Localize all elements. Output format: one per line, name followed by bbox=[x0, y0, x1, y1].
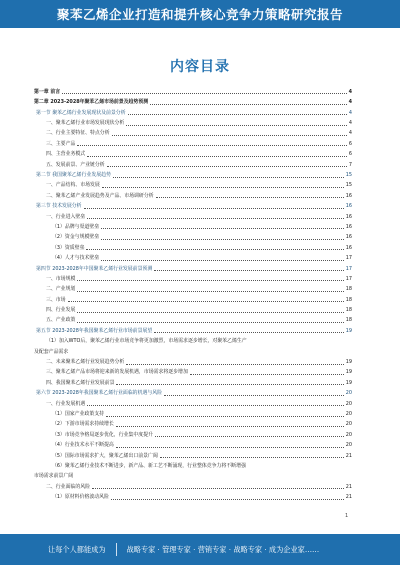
toc-entry-page: 17 bbox=[345, 275, 352, 282]
toc-entry-text: 三、主要产品 bbox=[46, 140, 76, 147]
toc-entry[interactable] bbox=[34, 189, 352, 199]
toc-entry[interactable] bbox=[34, 199, 352, 209]
toc-entry-text: 二、未来聚苯乙烯行业发展趋势分析 bbox=[46, 359, 125, 366]
toc-entry-page: 20 bbox=[345, 431, 352, 438]
toc-leader-dots bbox=[112, 134, 347, 136]
toc-leader-dots bbox=[84, 207, 344, 209]
toc-entry-page: 7 bbox=[348, 161, 352, 168]
toc-entry[interactable] bbox=[34, 158, 352, 168]
toc-entry[interactable] bbox=[34, 85, 352, 95]
toc-entry[interactable] bbox=[34, 324, 352, 334]
toc-leader-dots bbox=[92, 487, 344, 489]
toc-entry-text: 四、我国聚苯乙烯行业发展前景 bbox=[46, 379, 115, 386]
footer-roles: 战略专家 · 管理专家 · 营销专家 · 战略专家 · 成为企业家…… bbox=[126, 544, 320, 554]
toc-leader-dots bbox=[156, 196, 344, 198]
toc-entry-page: 6 bbox=[348, 151, 352, 158]
toc-leader-dots bbox=[101, 238, 344, 240]
toc-entry-page: 19 bbox=[345, 379, 352, 386]
toc-leader-dots bbox=[87, 404, 344, 406]
toc-entry-page: 21 bbox=[345, 494, 352, 501]
toc-leader-dots bbox=[77, 144, 347, 146]
toc-entry[interactable] bbox=[34, 220, 352, 230]
toc-entry[interactable] bbox=[34, 449, 352, 459]
toc-entry-text: 一、市场规模 bbox=[46, 275, 76, 282]
toc-entry[interactable] bbox=[34, 127, 352, 137]
toc-entry[interactable] bbox=[34, 418, 352, 428]
toc-leader-dots bbox=[77, 290, 343, 292]
toc-leader-dots bbox=[150, 103, 346, 105]
toc-entry-page: 17 bbox=[345, 255, 352, 262]
toc-entry[interactable] bbox=[34, 386, 352, 396]
report-footer bbox=[0, 534, 400, 565]
toc-entry[interactable] bbox=[34, 438, 352, 448]
toc-entry-text: 第五节 2023-2028年我国聚苯乙烯行业市场前景展望 bbox=[36, 327, 153, 334]
toc-entry-page: 18 bbox=[345, 307, 352, 314]
toc-entry-text: （3）市场竞争格局逐步优化，行业集中度提升 bbox=[52, 431, 153, 438]
toc-leader-dots bbox=[116, 446, 344, 448]
toc-entry-page: 16 bbox=[345, 234, 352, 241]
toc-entry[interactable] bbox=[34, 251, 352, 261]
toc-entry-text: 第三节 技术发展分析 bbox=[36, 203, 82, 210]
toc-entry-text: 一、聚苯乙烯行业市场发展现状分析 bbox=[46, 120, 125, 127]
toc-entry-text: （5）国际市场需求扩大，聚苯乙烯出口前景广阔 bbox=[52, 452, 158, 459]
toc-entry[interactable] bbox=[34, 366, 352, 376]
toc-entry[interactable] bbox=[34, 106, 352, 116]
table-of-contents bbox=[34, 85, 352, 501]
toc-entry-text: 第二章 2023-2028年聚苯乙烯市场前景及趋势预测 bbox=[34, 99, 149, 106]
toc-entry-text: 四、主营业务模式 bbox=[46, 151, 86, 158]
toc-entry-page: 16 bbox=[345, 223, 352, 230]
toc-entry-page: 4 bbox=[348, 120, 352, 127]
toc-entry-text: 五、发展前景、产业链分析 bbox=[46, 161, 105, 168]
toc-leader-dots bbox=[154, 269, 344, 271]
toc-leader-dots bbox=[101, 259, 344, 261]
toc-entry[interactable] bbox=[34, 179, 352, 189]
toc-leader-dots bbox=[102, 186, 344, 188]
toc-leader-dots bbox=[77, 311, 343, 313]
toc-leader-dots bbox=[62, 92, 346, 94]
toc-leader-dots bbox=[86, 248, 343, 250]
toc-entry-text: （4）人才与技术壁垒 bbox=[52, 255, 100, 262]
toc-entry-text: 三、市场 bbox=[46, 296, 66, 303]
toc-entry[interactable] bbox=[34, 397, 352, 407]
toc-entry-text: 二、行业主要特征、特点分析 bbox=[46, 130, 110, 137]
toc-entry-page: 18 bbox=[345, 286, 352, 293]
toc-entry-text: 第一节 聚苯乙烯行业发展现状及前景分析 bbox=[36, 109, 126, 116]
toc-leader-dots bbox=[101, 227, 344, 229]
toc-entry-text: 及配套产品需求 bbox=[34, 348, 69, 355]
toc-entry-text: 第二节 我国聚苯乙烯行业发展趋势 bbox=[36, 172, 111, 179]
toc-entry[interactable] bbox=[34, 480, 352, 490]
toc-leader-dots bbox=[128, 113, 347, 115]
toc-entry-text: （1）加入WTO后，聚苯乙烯行业市场竞争将更加激烈，市场需求逐步增长，对聚苯乙烯生产 bbox=[46, 338, 247, 345]
toc-entry-page: 18 bbox=[345, 317, 352, 324]
toc-entry-page: 16 bbox=[345, 192, 352, 199]
toc-entry-text: 第四节 2023-2028年中国聚苯乙烯行业发展前景预测 bbox=[36, 265, 153, 272]
toc-entry[interactable] bbox=[34, 355, 352, 365]
toc-entry[interactable] bbox=[34, 459, 352, 469]
toc-entry-page: 20 bbox=[345, 421, 352, 428]
page-number: 1 bbox=[345, 513, 349, 519]
toc-entry[interactable] bbox=[34, 334, 352, 344]
toc-leader-dots bbox=[164, 394, 344, 396]
toc-leader-dots bbox=[77, 279, 343, 281]
toc-entry-page: 6 bbox=[348, 140, 352, 147]
toc-entry-text: 第一章 前言 bbox=[34, 88, 61, 95]
toc-entry-page: 19 bbox=[345, 359, 352, 366]
toc-entry[interactable] bbox=[34, 210, 352, 220]
toc-entry[interactable] bbox=[34, 428, 352, 438]
toc-entry[interactable] bbox=[34, 490, 352, 500]
toc-leader-dots bbox=[126, 363, 344, 365]
toc-leader-dots bbox=[190, 373, 344, 375]
toc-entry-text: 第六节 2023-2028年我国聚苯乙烯行业面临的机遇与风险 bbox=[36, 390, 163, 397]
toc-entry[interactable] bbox=[34, 95, 352, 105]
toc-entry[interactable] bbox=[34, 314, 352, 324]
report-header bbox=[0, 0, 400, 28]
toc-leader-dots bbox=[77, 321, 343, 323]
report-title: 聚苯乙烯企业打造和提升核心竞争力策略研究报告 bbox=[56, 7, 343, 22]
toc-leader-dots bbox=[87, 155, 347, 157]
toc-entry-page: 19 bbox=[345, 369, 352, 376]
toc-entry-page: 16 bbox=[345, 244, 352, 251]
toc-entry-text: （1）国家产业政策支持 bbox=[52, 411, 105, 417]
toc-leader-dots bbox=[160, 456, 344, 458]
toc-entry-text: （6）聚苯乙烯行业技术不断进步，新产品、新工艺不断涌现，行业整体竞争力将不断增强 bbox=[52, 462, 246, 469]
toc-leader-dots bbox=[116, 383, 343, 385]
toc-entry[interactable] bbox=[34, 262, 352, 272]
toc-entry-page: 16 bbox=[345, 213, 352, 220]
toc-entry-text: 二、产业规划 bbox=[46, 286, 76, 293]
toc-leader-dots bbox=[113, 176, 344, 178]
toc-entry-text: （1）品牌与渠道壁垒 bbox=[52, 223, 100, 230]
toc-entry[interactable] bbox=[34, 376, 352, 386]
toc-entry-text: 三、聚苯乙烯产品市场将迎来新的发展机遇，市场需求将逐步增加 bbox=[46, 369, 188, 376]
toc-entry-page: 21 bbox=[345, 483, 352, 490]
toc-entry-page: 18 bbox=[345, 296, 352, 303]
toc-entry-page: 20 bbox=[345, 442, 352, 449]
toc-entry-text: （4）行业技术水平不断提高 bbox=[52, 442, 114, 449]
toc-entry-page: 19 bbox=[345, 327, 352, 334]
toc-leader-dots bbox=[116, 425, 344, 427]
toc-entry[interactable] bbox=[34, 303, 352, 313]
toc-entry[interactable] bbox=[34, 168, 352, 178]
toc-entry[interactable] bbox=[34, 147, 352, 157]
footer-slogan: 让每个人都能成为 bbox=[48, 544, 106, 554]
toc-entry-page: 4 bbox=[348, 130, 352, 137]
toc-entry-text: 一、行业进入壁垒 bbox=[46, 213, 86, 220]
toc-entry-page: 16 bbox=[345, 203, 352, 210]
toc-leader-dots bbox=[155, 435, 344, 437]
toc-entry-page: 4 bbox=[348, 99, 352, 106]
toc-leader-dots bbox=[87, 217, 344, 219]
toc-leader-dots bbox=[106, 415, 344, 417]
toc-entry-page: 17 bbox=[345, 265, 352, 272]
toc-entry-page: 21 bbox=[345, 452, 352, 459]
toc-leader-dots bbox=[111, 498, 344, 500]
toc-entry-page: 15 bbox=[345, 182, 352, 189]
toc-title: 内容目录 bbox=[170, 59, 230, 75]
toc-entry[interactable] bbox=[34, 272, 352, 282]
toc-entry[interactable] bbox=[34, 293, 352, 303]
toc-entry[interactable] bbox=[34, 230, 352, 240]
toc-entry-text: 四、行业发展 bbox=[46, 307, 76, 314]
toc-entry-text: （2）资金与规模壁垒 bbox=[52, 234, 100, 241]
toc-leader-dots bbox=[154, 331, 344, 333]
toc-entry-page: 4 bbox=[348, 88, 352, 95]
toc-entry-page: 20 bbox=[345, 411, 352, 417]
toc-entry-text: 一、行业发展机遇 bbox=[46, 400, 86, 407]
toc-entry-page: 20 bbox=[345, 390, 352, 397]
toc-entry[interactable] bbox=[34, 282, 352, 292]
toc-entry[interactable] bbox=[34, 116, 352, 126]
toc-entry-text: 五、产业政策 bbox=[46, 317, 76, 324]
toc-entry[interactable] bbox=[34, 241, 352, 251]
toc-entry[interactable] bbox=[34, 407, 352, 417]
toc-entry-page: 4 bbox=[348, 109, 352, 116]
toc-leader-dots bbox=[107, 165, 347, 167]
toc-entry-page: 20 bbox=[345, 400, 352, 407]
footer-divider bbox=[116, 543, 117, 556]
toc-leader-dots bbox=[68, 300, 344, 302]
toc-entry-text: 二、行业面临的风险 bbox=[46, 483, 91, 490]
toc-entry-text: （2）下游市场需求持续增长 bbox=[52, 421, 114, 428]
toc-entry-text: 市场需求前景广阔 bbox=[34, 473, 74, 480]
toc-entry[interactable] bbox=[34, 137, 352, 147]
toc-entry-text: （1）原材料价格波动风险 bbox=[52, 494, 109, 501]
toc-entry-text: 一、产品结构、市场发展 bbox=[46, 182, 100, 189]
toc-entry-text: （3）资质壁垒 bbox=[52, 244, 85, 251]
toc-entry-page: 15 bbox=[345, 172, 352, 179]
toc-leader-dots bbox=[126, 124, 347, 126]
toc-entry[interactable] bbox=[34, 469, 352, 479]
toc-entry[interactable] bbox=[34, 345, 352, 355]
toc-entry-text: 二、聚苯乙烯产业发展趋势及产品、市场调研分析 bbox=[46, 192, 154, 199]
